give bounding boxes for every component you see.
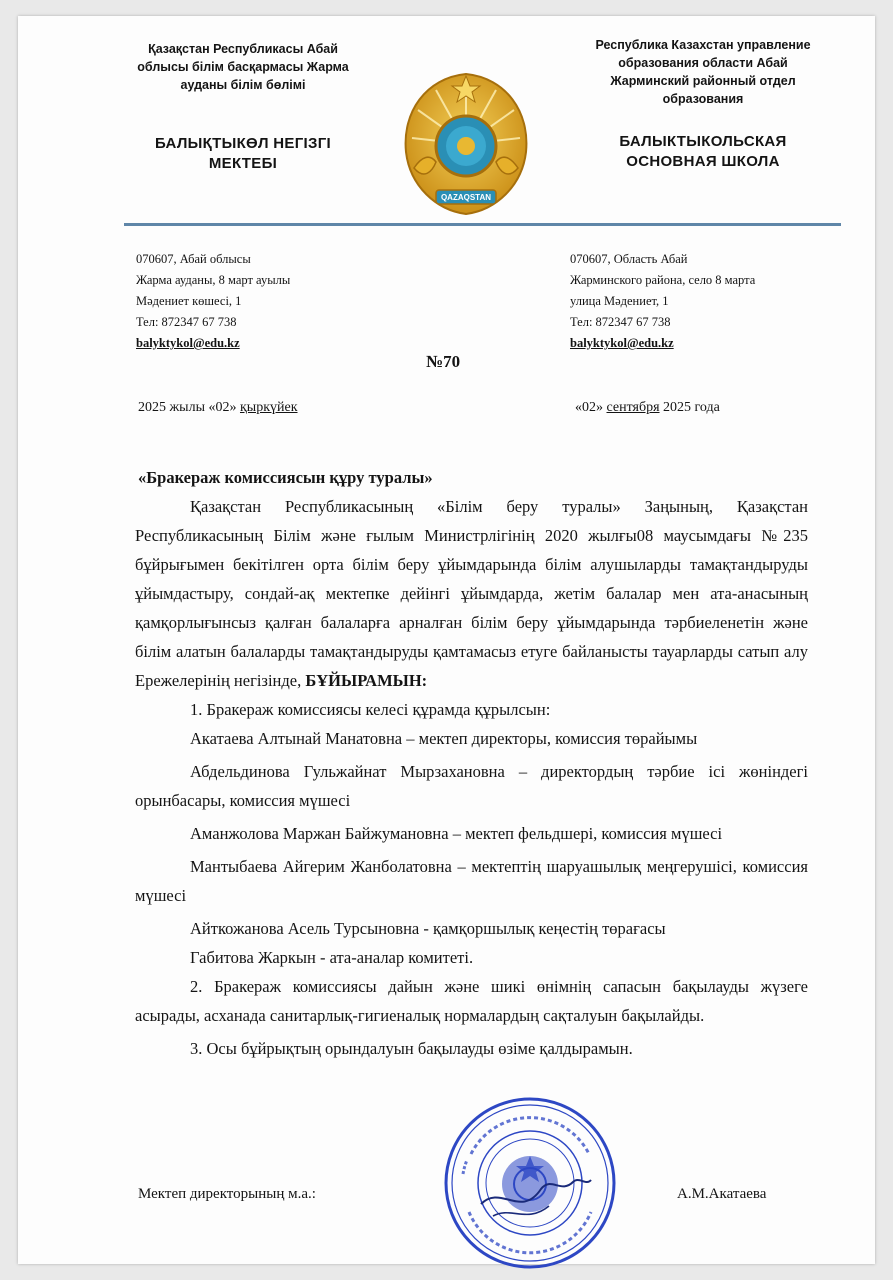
signature-position: Мектеп директорының м.а.:: [138, 1186, 316, 1202]
header-right-school: [553, 132, 853, 172]
member-1: Акатаева Алтынай Манатовна – мектеп директоры, комиссия төрайымы: [190, 729, 698, 748]
member-6: Габитова Жаркын - ата-аналар комитеті.: [190, 948, 474, 967]
header-left-school: [98, 134, 388, 174]
date-ru: [575, 400, 720, 416]
address-right-line: улица Мәдениет, 1: [570, 294, 669, 308]
address-right-line: Жарминского района, село 8 марта: [570, 273, 756, 287]
school-name-ru-2: ОСНОВНАЯ ШКОЛА: [626, 153, 780, 170]
address-left: [136, 249, 290, 354]
date-ru-prefix: «02»: [575, 400, 607, 415]
order-intro-text: Қазақстан Республикасының «Білім беру туралы» Заңының, Қазақстан Республикасының Білім және ғылым Министрлігінің 2020 жылғы08 маусымдағы №235 бұйрығымен бекітілген орта білім беру ұйымдарында білім алушыларды тамақтандыруды ұйымдастыру, сондай-ақ мектепке дейінгі ұйымдарда, жетім балалар мен ата-анасының қамқорлығынсыз қалған балаларға арналған білім беру ұйымдарында тәрбиеленетін және білім алатын балаларды тамақтандыруды қамтамасыз етуге байланысты тауарларды сатып алу Ережелерінің негізінде,: [135, 497, 808, 690]
address-right-line: Тел: 872347 67 738: [570, 315, 671, 329]
school-name-kz-2: МЕКТЕБІ: [208, 155, 278, 172]
header-right: [553, 36, 853, 108]
date-kz-prefix: 2025 жылы «02»: [138, 400, 240, 415]
member-3: Аманжолова Маржан Байжумановна – мектеп фельдшері, комиссия мүшесі: [190, 824, 723, 843]
address-left-line: Мәдениет көшесі, 1: [136, 294, 242, 308]
header-left-line1: Қазақстан Республикасы Абай: [148, 42, 338, 56]
address-right-line: 070607, Область Абай: [570, 252, 688, 266]
date-kz-month: қыркүйек: [239, 400, 298, 415]
order-intro: [135, 492, 808, 695]
member-4: Мантыбаева Айгерим Жанболатовна – мектептің шаруашылық меңгерушісі, комиссия мүшесі: [135, 857, 808, 905]
school-name-kz-1: БАЛЫҚТЫКӨЛ НЕГІЗГІ: [155, 135, 331, 152]
address-left-line: Жарма ауданы, 8 март ауылы: [136, 273, 291, 287]
address-right: [570, 249, 755, 354]
header-left-line2: облысы білім басқармасы Жарма: [137, 60, 349, 74]
email-link-left[interactable]: balyktykol@edu.kz: [136, 336, 240, 350]
order-item-3: 3. Осы бұйрықтың орындалуын бақылауды өзіме қалдырамын.: [190, 1039, 633, 1058]
signature-name: А.М.Акатаева: [677, 1186, 767, 1202]
header-right-line1: Республика Казахстан управление: [595, 38, 811, 52]
header-divider: [124, 223, 841, 226]
date-ru-suffix: 2025 года: [659, 400, 720, 415]
date-ru-month: сентября: [606, 400, 660, 415]
official-stamp-icon: [441, 1094, 619, 1272]
order-title: «Бракераж комиссиясын құру туралы»: [138, 468, 433, 487]
date-kz: [138, 400, 298, 416]
order-item-2: 2. Бракераж комиссиясы дайын және шикі өнімнің сапасын бақылауды жүзеге асырады, асханада санитарлық-гигиеналық нормалардың сақталуын бақылайды.: [135, 977, 808, 1025]
order-word: БҰЙЫРАМЫН:: [305, 671, 428, 690]
header-left-line3: ауданы білім бөлімі: [180, 78, 306, 92]
address-left-line: 070607, Абай облысы: [136, 252, 251, 266]
member-5: Айткожанова Асель Турсыновна - қамқоршылық кеңестің төрағасы: [190, 919, 666, 938]
state-emblem-icon: [396, 68, 536, 220]
order-body: [135, 463, 808, 1063]
member-2: Абдельдинова Гульжайнат Мырзахановна – директордың тәрбие ісі жөніндегі орынбасары, комиссия мүшесі: [135, 762, 808, 810]
order-item-1: 1. Бракераж комиссиясы келесі құрамда құрылсын:: [190, 700, 551, 719]
address-left-line: Тел: 872347 67 738: [136, 315, 237, 329]
document-number: №70: [426, 352, 461, 371]
header-right-line4: образования: [662, 92, 744, 106]
emblem-ribbon-text: QAZAQSTAN: [440, 193, 492, 202]
header-left: [98, 40, 388, 94]
header-right-line3: Жарминский районный отдел: [610, 74, 796, 88]
header-right-line2: образования области Абай: [618, 56, 788, 70]
school-name-ru-1: БАЛЫКТЫКОЛЬСКАЯ: [619, 133, 787, 150]
document-page: [18, 16, 875, 1264]
email-link-right[interactable]: balyktykol@edu.kz: [570, 336, 674, 350]
